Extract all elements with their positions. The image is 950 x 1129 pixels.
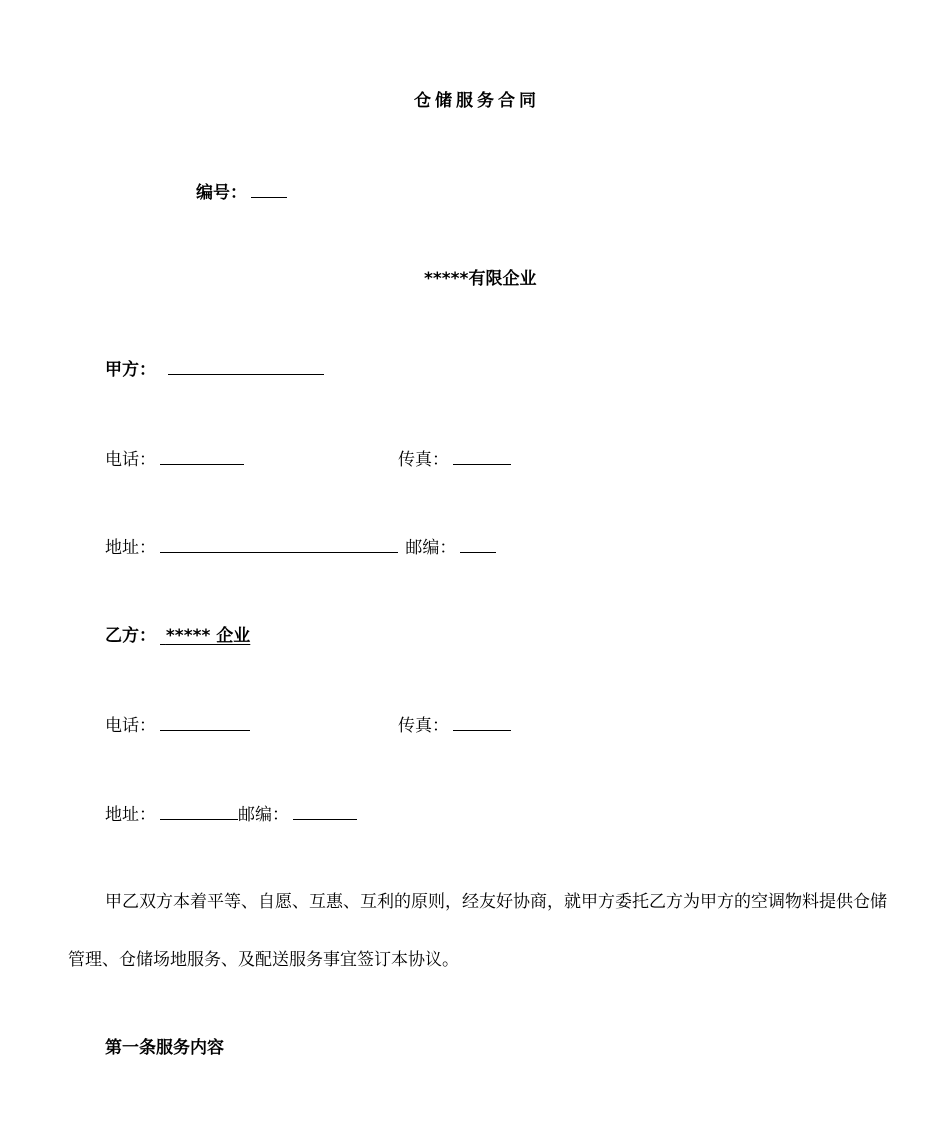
party-a-postcode-blank [460,536,496,553]
party-a-address-row [105,536,496,559]
party-a-row [105,358,324,381]
party-b-fax-blank [453,714,511,731]
party-b-label: 乙方： [105,626,156,646]
party-a-phone-blank [160,448,244,465]
party-a-address-blank [160,536,398,553]
party-b-address-label: 地址： [105,805,156,825]
party-b-address-blank [160,803,238,820]
contract-number-label: 编号： [196,183,247,203]
party-b-phone-row [105,714,250,737]
party-b-postcode-label: 邮编： [238,805,289,825]
party-a-address-label: 地址： [105,538,156,558]
party-a-phone-label: 电话： [105,450,156,470]
document-title: 仓储服务合同 [414,91,540,111]
party-a-phone-row [105,448,244,471]
party-b-address-row [105,803,357,826]
party-a-label: 甲方： [105,360,156,380]
party-b-fax-row [398,714,511,737]
party-a-fax-row [398,448,511,471]
company-header: *****有限企业 [424,269,537,289]
party-b-postcode-blank [293,803,357,820]
intro-paragraph: 甲乙双方本着平等、自愿、互惠、互利的原则，经友好协商，就甲方委托乙方为甲方的空调物料提供仓储管理、仓储场地服务、及配送服务事宜签订本协议。 [68,892,887,970]
party-a-fax-label: 传真： [398,450,449,470]
party-b-phone-label: 电话： [105,716,156,736]
party-b-name: ***** 企业 [165,626,251,646]
party-a-fax-blank [453,448,511,465]
section-1-heading: 第一条服务内容 [105,1038,224,1058]
party-a-postcode-label: 邮编： [405,538,457,558]
contract-number-row [196,181,287,204]
party-b-phone-blank [160,714,250,731]
contract-number-blank [251,181,287,198]
party-a-name-blank [168,358,324,375]
party-b-fax-label: 传真： [398,716,449,736]
party-b-row [105,625,250,647]
